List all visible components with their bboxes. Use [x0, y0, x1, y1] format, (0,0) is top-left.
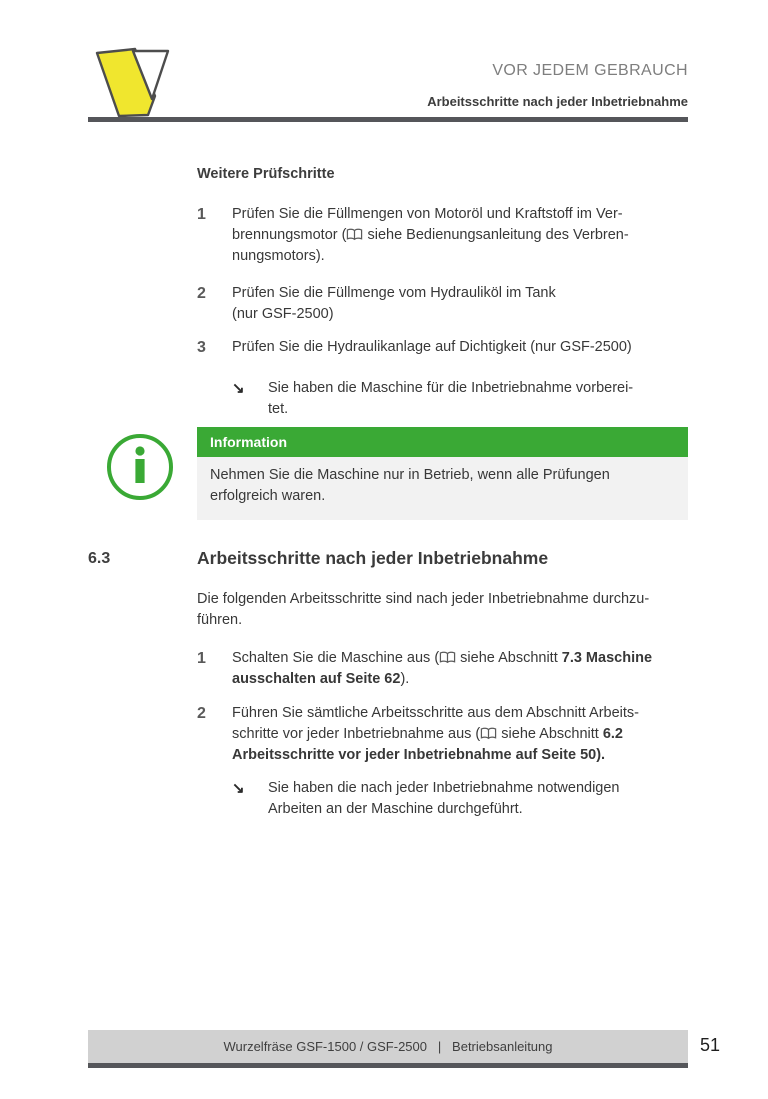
intro-line: Die folgenden Arbeitsschritte sind nach jeder Inbetriebnahme durchzu-	[197, 591, 650, 607]
cross-reference: ausschalten auf Seite 62	[232, 671, 401, 687]
page-header	[427, 62, 688, 109]
header-rule	[88, 117, 688, 122]
step-line-text: Schalten Sie die Maschine aus (	[232, 650, 440, 666]
step-line: Prüfen Sie die Hydraulikanlage auf Dichtigkeit (nur GSF-2500)	[232, 339, 632, 355]
section-number: 6.3	[88, 550, 111, 567]
result-line: tet.	[268, 401, 289, 417]
step-line-text: schritte vor jeder Inbetriebnahme aus (	[232, 726, 481, 742]
step-row	[197, 283, 556, 325]
step-line-text: siehe Abschnitt	[497, 726, 603, 742]
section-title: Arbeitsschritte nach jeder Inbetriebnahme	[197, 548, 549, 568]
step-number: 1	[197, 206, 206, 223]
step-text	[232, 283, 556, 325]
result-line: Arbeiten an der Maschine durchgeführt.	[268, 801, 523, 817]
step-number: 2	[197, 705, 206, 722]
info-line: erfolgreich waren.	[210, 488, 326, 504]
intro-line: führen.	[197, 612, 243, 628]
information-box-body	[197, 457, 688, 520]
pruefschritte-heading: Weitere Prüfschritte	[197, 166, 335, 182]
header-section-title: Arbeitsschritte nach jeder Inbetriebnahme	[427, 94, 688, 109]
step-line	[232, 225, 629, 246]
step-line: Führen Sie sämtliche Arbeitsschritte aus dem Abschnitt Arbeits-	[232, 705, 639, 721]
result-text	[268, 778, 619, 820]
step-number: 2	[197, 285, 206, 302]
step-line-text: siehe Bedienungsanleitung des Verbren-	[363, 227, 629, 243]
step-row	[197, 703, 639, 766]
step-text	[232, 703, 639, 766]
header-chapter-title: VOR JEDEM GEBRAUCH	[492, 62, 688, 79]
brand-logo-icon	[88, 47, 178, 119]
result-row	[232, 378, 633, 420]
step-line	[232, 669, 652, 690]
step-line: (nur GSF-2500)	[232, 306, 334, 322]
step-line	[232, 648, 652, 669]
info-line: Nehmen Sie die Maschine nur in Betrieb, wenn alle Prüfungen	[210, 467, 610, 483]
step-row	[197, 204, 629, 267]
step-line-text: siehe Abschnitt	[456, 650, 562, 666]
step-text	[232, 204, 629, 267]
step-text	[232, 337, 632, 358]
information-box	[197, 427, 688, 520]
cross-reference: 7.3 Maschine	[561, 650, 653, 666]
result-arrow-icon: ↘	[232, 380, 245, 397]
step-line-text: brennungsmotor (	[232, 227, 347, 243]
step-line	[232, 724, 639, 745]
cross-reference: 6.2	[602, 726, 624, 742]
book-icon	[346, 228, 363, 241]
information-box-title: Information	[197, 427, 688, 457]
step-line: Prüfen Sie die Füllmenge vom Hydrauliköl im Tank	[232, 285, 556, 301]
result-row	[232, 778, 619, 820]
result-line: Sie haben die Maschine für die Inbetriebnahme vorberei-	[268, 380, 634, 396]
step-row	[197, 648, 652, 690]
footer-bar: Wurzelfräse GSF-1500 / GSF-2500 | Betriebsanleitung	[88, 1030, 688, 1068]
step-line: nungsmotors).	[232, 248, 325, 264]
book-icon	[480, 727, 497, 740]
step-line-text: ).	[400, 671, 410, 687]
step-line: Prüfen Sie die Füllmengen von Motoröl und Kraftstoff im Ver-	[232, 206, 623, 222]
cross-reference: Arbeitsschritte vor jeder Inbetriebnahme auf Seite 50).	[232, 747, 606, 763]
page-number: 51	[700, 1035, 721, 1055]
result-arrow-icon: ↘	[232, 780, 245, 797]
result-line: Sie haben die nach jeder Inbetriebnahme notwendigen	[268, 780, 620, 796]
section-intro	[197, 589, 649, 631]
book-icon	[439, 651, 456, 664]
step-number: 3	[197, 339, 206, 356]
step-number: 1	[197, 650, 206, 667]
step-row	[197, 337, 632, 358]
result-text	[268, 378, 633, 420]
step-text	[232, 648, 652, 690]
info-icon	[106, 433, 174, 501]
